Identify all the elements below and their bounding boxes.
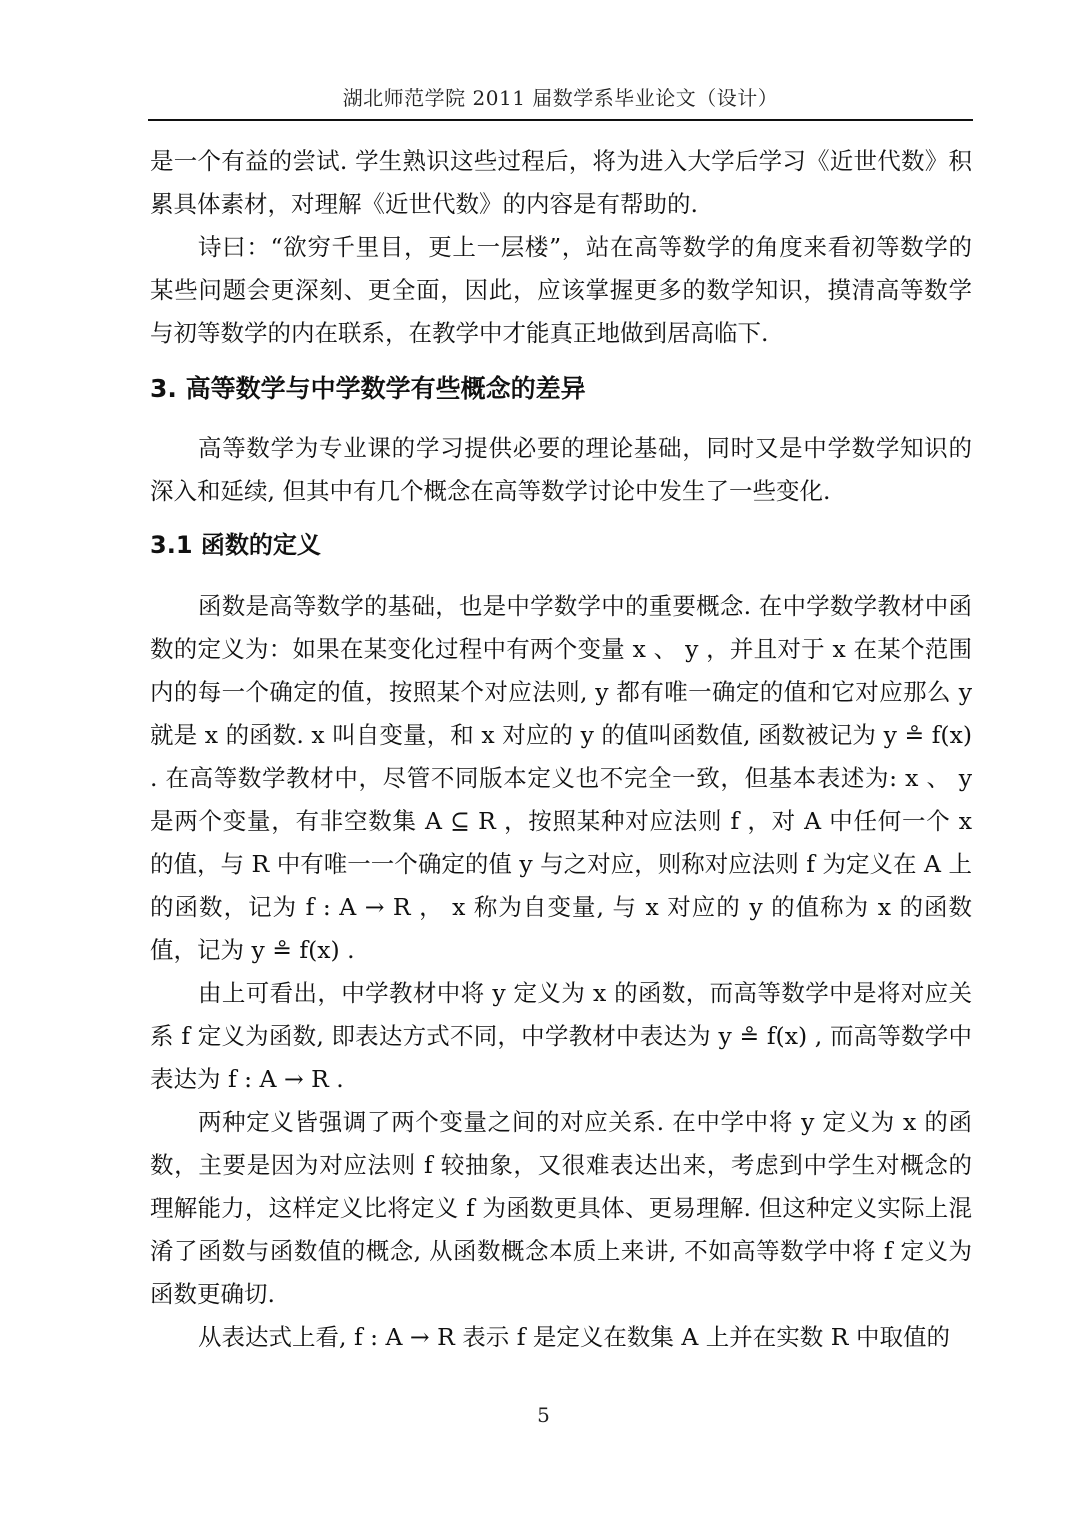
paragraph-function-definition: 函数是高等数学的基础，也是中学数学中的重要概念. 在中学数学教材中函数的定义为：如果在某变化过程中有两个变量 x 、 y ，并且对于 x 在某个范围内的每一个确定的值，按照某个对应法则, y 都有唯一确定的值和它对应那么 y 就是 x 的函数. x 叫自变量，和 x 对应的 y 的值叫函数值, 函数被记为 y ≗ f(x) . 在高等数学教材中，尽管不同版本定义也不完全一致，但基本表述为: x 、 y 是两个变量，有非空数集 A ⊆ R ，按照某种对应法则 f ，对 A 中任何一个 x 的值，与 R 中有唯一一个确定的值 y 与之对应，则称对应法则 f 为定义在 A 上的函数，记为 f : A → R ， x 称为自变量, 与 x 对应的 y 的值称为 x 的函数值，记为 y ≗ f(x) . (150, 592, 972, 964)
paragraph-continuation: 是一个有益的尝试. 学生熟识这些过程后，将为进入大学后学习《近世代数》积累具体素材，对理解《近世代数》的内容是有帮助的. (150, 147, 972, 218)
section-heading-3: 3. 高等数学与中学数学有些概念的差异 (150, 374, 586, 403)
subsection-heading-3-1: 3.1 函数的定义 (150, 531, 321, 559)
paragraph-poem-quote: 诗曰：“欲穷千里目，更上一层楼”，站在高等数学的角度来看初等数学的某些问题会更深刻、更全面，因此，应该掌握更多的数学知识，摸清高等数学与初等数学的内在联系，在教学中才能真正地做到居高临下. (150, 233, 972, 347)
page-number: 5 (537, 1403, 550, 1427)
page-body (150, 140, 972, 1359)
running-header: 湖北师范学院 2011 届数学系毕业论文（设计） (342, 86, 779, 110)
paragraph-comparison: 由上可看出，中学教材中将 y 定义为 x 的函数，而高等数学中是将对应关系 f 定义为函数, 即表达方式不同，中学教材中表达为 y ≗ f(x) , 而高等数学中表达为 f : A → R . (150, 979, 972, 1093)
paragraph-section-intro: 高等数学为专业课的学习提供必要的理论基础，同时又是中学数学知识的深入和延续, 但其中有几个概念在高等数学讨论中发生了一些变化. (150, 434, 972, 505)
header-divider (148, 119, 973, 121)
paragraph-correspondence: 两种定义皆强调了两个变量之间的对应关系. 在中学中将 y 定义为 x 的函数，主要是因为对应法则 f 较抽象，又很难表达出来，考虑到中学生对概念的理解能力，这样定义比将定义 f 为函数更具体、更易理解. 但这种定义实际上混淆了函数与函数值的概念, 从函数概念本质上来讲, 不如高等数学中将 f 定义为函数更确切. (150, 1108, 972, 1308)
paragraph-expression: 从表达式上看, f : A → R 表示 f 是定义在数集 A 上并在实数 R 中取值的 (198, 1323, 950, 1351)
